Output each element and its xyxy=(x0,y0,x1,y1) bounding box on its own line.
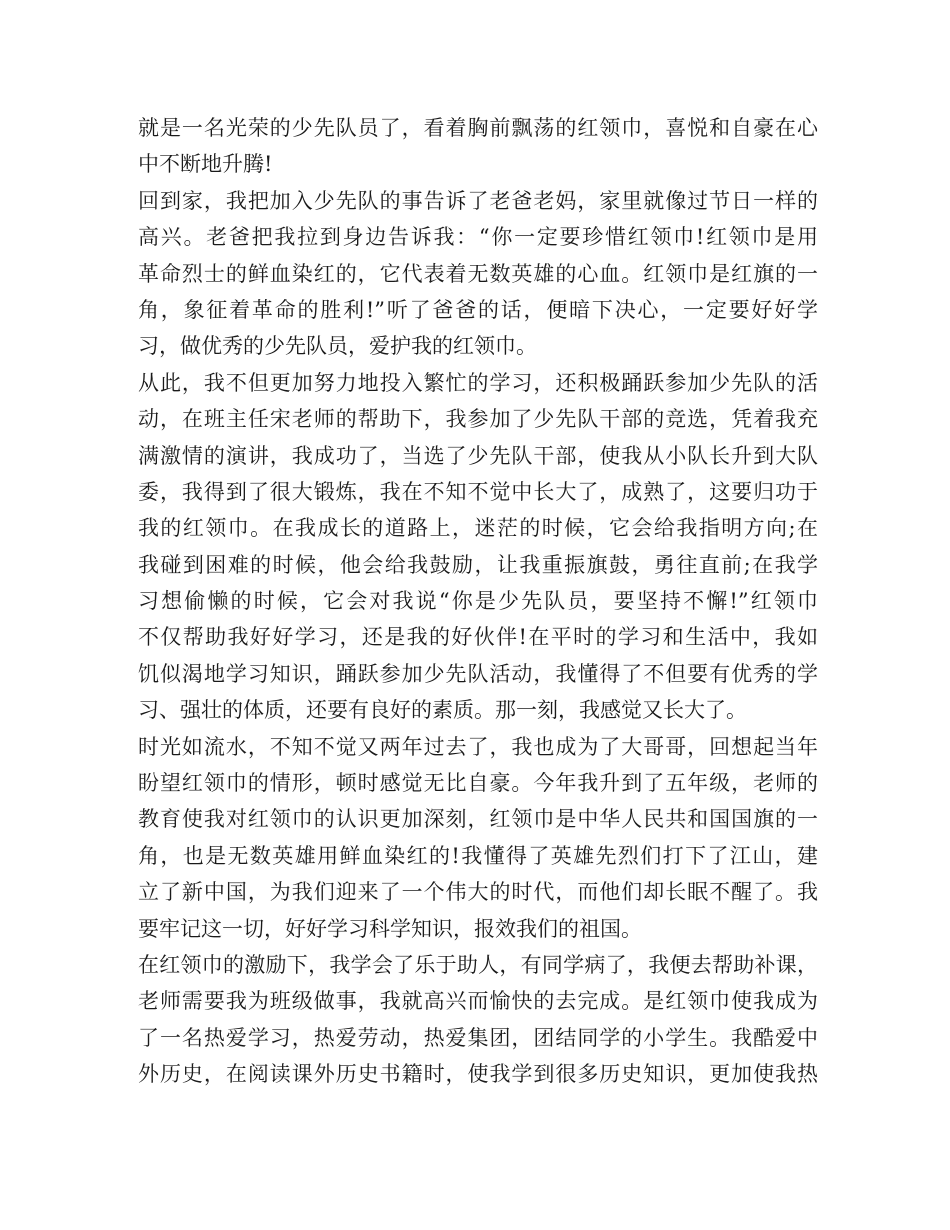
text-line: 要牢记这一切，好好学习科学知识，报效我们的祖国。 xyxy=(138,916,642,941)
text-line: 外历史，在阅读课外历史书籍时，使我学到很多历史知识，更加使我热 xyxy=(138,1062,818,1087)
text-line: 从此，我不但更加努力地投入繁忙的学习，还积极踊跃参加少先队的活 xyxy=(138,370,818,395)
text-line: 盼望红领巾的情形，顿时感觉无比自豪。今年我升到了五年级，老师的 xyxy=(138,771,818,796)
text-line: 高兴。老爸把我拉到身边告诉我：“你一定要珍惜红领巾!红领巾是用 xyxy=(138,225,818,250)
text-line: 我的红领巾。在我成长的道路上，迷茫的时候，它会给我指明方向;在 xyxy=(138,516,818,541)
text-line: 习想偷懒的时候，它会对我说“你是少先队员，要坚持不懈!”红领巾 xyxy=(138,589,818,614)
text-line: 时光如流水，不知不觉又两年过去了，我也成为了大哥哥，回想起当年 xyxy=(138,734,818,759)
text-line: 我碰到困难的时候，他会给我鼓励，让我重振旗鼓，勇往直前;在我学 xyxy=(138,552,818,577)
text-line: 了一名热爱学习，热爱劳动，热爱集团，团结同学的小学生。我酷爱中 xyxy=(138,1025,818,1050)
text-line: 革命烈士的鲜血染红的，它代表着无数英雄的心血。红领巾是红旗的一 xyxy=(138,261,818,286)
text-line: 就是一名光荣的少先队员了，看着胸前飘荡的红领巾，喜悦和自豪在心 xyxy=(138,116,818,140)
text-line: 满激情的演讲，我成功了，当选了少先队干部，使我从小队长升到大队 xyxy=(138,443,818,468)
text-line: 习、强壮的体质，还要有良好的素质。那一刻，我感觉又长大了。 xyxy=(138,698,747,723)
text-line: 回到家，我把加入少先队的事告诉了老爸老妈，家里就像过节日一样的 xyxy=(138,188,818,213)
text-line: 立了新中国，为我们迎来了一个伟大的时代，而他们却长眠不醒了。我 xyxy=(138,880,818,905)
text-line: 委，我得到了很大锻炼，我在不知不觉中长大了，成熟了，这要归功于 xyxy=(138,479,818,504)
text-line: 动，在班主任宋老师的帮助下，我参加了少先队干部的竞选，凭着我充 xyxy=(138,407,818,432)
text-line: 角，也是无数英雄用鲜血染红的!我懂得了英雄先烈们打下了江山，建 xyxy=(138,843,818,868)
text-line: 习，做优秀的少先队员，爱护我的红领巾。 xyxy=(138,334,537,359)
text-line: 角，象征着革命的胜利!”听了爸爸的话，便暗下决心，一定要好好学 xyxy=(138,297,818,322)
text-line: 教育使我对红领巾的认识更加深刻，红领巾是中华人民共和国国旗的一 xyxy=(138,807,818,832)
body-text xyxy=(138,110,818,1093)
text-line: 不仅帮助我好好学习，还是我的好伙伴!在平时的学习和生活中，我如 xyxy=(138,625,818,650)
text-line: 中不断地升腾! xyxy=(138,152,273,177)
text-line: 饥似渴地学习知识，踊跃参加少先队活动，我懂得了不但要有优秀的学 xyxy=(138,661,818,686)
text-line: 在红领巾的激励下，我学会了乐于助人，有同学病了，我便去帮助补课， xyxy=(138,952,818,977)
text-line: 老师需要我为班级做事，我就高兴而愉快的去完成。是红领巾使我成为 xyxy=(138,989,818,1014)
